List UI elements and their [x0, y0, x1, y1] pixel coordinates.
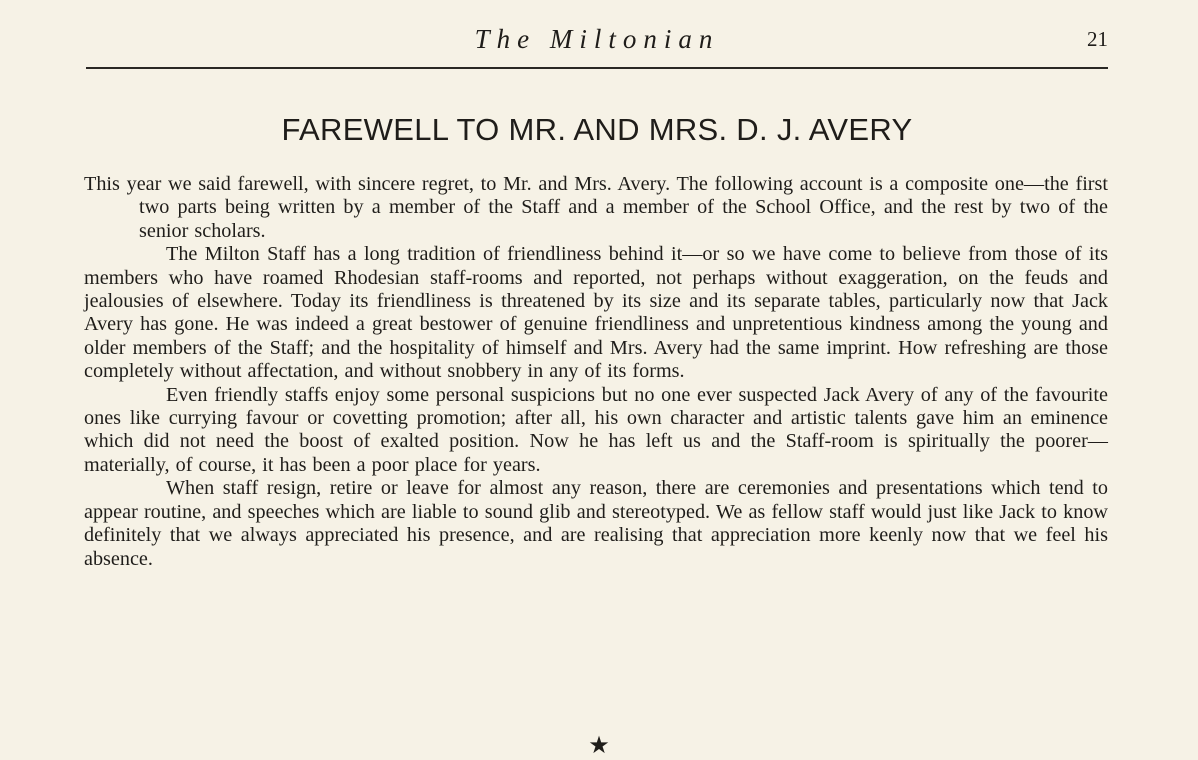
star-icon: ★: [588, 731, 610, 759]
article-body: [84, 173, 1108, 571]
page-number: 21: [1087, 27, 1108, 51]
paragraph-staff-tradition: The Milton Staff has a long tradition of friendliness behind it—or so we have come to believe from those of its members who have roamed Rhodesian staff-rooms and reported, not perhaps without exaggeration, on the feuds and jealousies of elsewhere. Today its friendliness is threatened by its size and its separate tables, particularly now that Jack Avery has gone. He was indeed a great bestower of genuine friendliness and unpretentious kindness among the young and older members of the Staff; and the hospitality of himself and Mrs. Avery had the same imprint. How refreshing are those completely without affectation, and without snobbery in any of its forms.: [84, 243, 1108, 383]
header-divider: [86, 67, 1108, 69]
running-head: [86, 22, 1108, 62]
paragraph-ceremonies: When staff resign, retire or leave for almost any reason, there are ceremonies and presentations which tend to appear routine, and speeches which are liable to sound glib and stereotyped. We as fellow staff would just like Jack to know definitely that we always appreciated his presence, and are realising that appreciation more keenly now that we feel his absence.: [84, 477, 1108, 570]
paragraph-intro: This year we said farewell, with sincere regret, to Mr. and Mrs. Avery. The following account is a composite one—the first two parts being written by a member of the Staff and a member of the School Office, and the rest by two of the senior scholars.: [84, 173, 1108, 242]
paragraph-suspicions: Even friendly staffs enjoy some personal suspicions but no one ever suspected Jack Avery of any of the favourite ones like currying favour or covetting promotion; after all, his own character and artistic talents gave him an eminence which did not need the boost of exalted position. Now he has left us and the Staff-room is spiritually the poorer—materially, of course, it has been a poor place for years.: [84, 383, 1108, 476]
article-title: FAREWELL TO MR. AND MRS. D. J. AVERY: [281, 112, 913, 147]
journal-title: The Miltonian: [474, 24, 720, 54]
